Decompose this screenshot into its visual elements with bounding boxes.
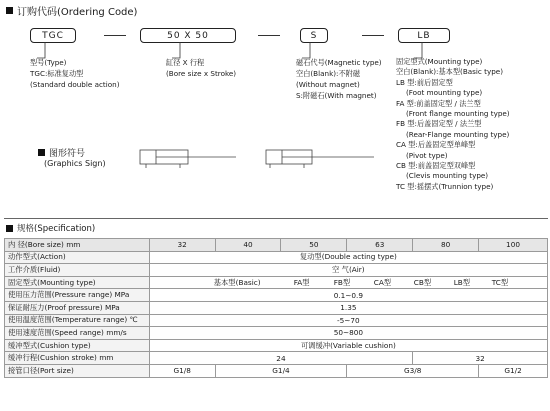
- spec-row: 动作型式(Action) 复动型(Double acting type): [5, 251, 548, 264]
- magnet-cylinder-symbol-icon: [262, 146, 382, 170]
- bore-cell: 40: [215, 239, 281, 252]
- size-description: 缸径 X 行程 (Bore size x Stroke): [166, 58, 237, 78]
- bore-row: [5, 239, 548, 252]
- square-bullet-icon: [6, 225, 13, 232]
- bore-cell: 80: [413, 239, 479, 252]
- magnet-description: 磁石代号(Magnetic type) 空白(Blank):不附磁 (Without magnet) S:附磁石(With magnet): [296, 58, 382, 100]
- graphics-heading: [38, 146, 85, 159]
- spec-row: 工作介质(Fluid) 空 气(Air): [5, 264, 548, 277]
- code-box-mount: LB: [398, 28, 450, 43]
- code-box-size: 50 X 50: [140, 28, 236, 43]
- spec-row: 固定型式(Mounting type) 基本型(Basic) FA型 FB型 CA型 CB型 LB型 TC型: [5, 276, 548, 289]
- mount-types-cell: 基本型(Basic) FA型 FB型 CA型 CB型 LB型 TC型: [149, 276, 547, 289]
- spec-heading: [6, 222, 95, 234]
- spec-table: [4, 238, 548, 378]
- graphics-subtitle: (Graphics Sign): [44, 159, 106, 168]
- bore-cell: 32: [149, 239, 215, 252]
- bore-cell: 100: [479, 239, 548, 252]
- ordering-code-title: 订购代码(Ordering Code): [17, 7, 138, 18]
- cushion-stroke-row: 缓冲行程(Cushion stroke) mm 24 32: [5, 352, 548, 365]
- graphics-title: 图形符号: [49, 149, 86, 159]
- spec-row: 使用温度范围(Temperature range) ℃ -5~70: [5, 314, 548, 327]
- bore-label: 内 径(Bore size) mm: [5, 239, 150, 252]
- spec-title: 规格(Specification): [17, 224, 96, 234]
- type-description: 型号(Type) TGC:标准复动型 (Standard double action): [30, 58, 120, 89]
- spec-row: 使用压力范围(Pressure range) MPa 0.1~0.9: [5, 289, 548, 302]
- square-bullet-icon: [38, 149, 45, 156]
- bore-cell: 50: [281, 239, 347, 252]
- spec-row: 缓冲型式(Cushion type) 可调缓冲(Variable cushion): [5, 339, 548, 352]
- mount-description: 固定型式(Mounting type) 空白(Blank):基本型(Basic type) LB 型:前后固定型 (Foot mounting type) FA 型:前盖固定型 / 法兰型 (Front flange mounting type) FB 型:后盖固定型 / 法兰型 (Rear-Flange mounting type) CA 型:后盖固定型单峰型 (Pivot type) CB 型:前盖固定型双峰型 (Clevis mounting type) TC 型:摇摆式(Trunnion type): [396, 57, 510, 191]
- code-box-type: TGC: [30, 28, 76, 43]
- spec-row: 保证耐压力(Proof pressure) MPa 1.35: [5, 301, 548, 314]
- cylinder-symbol-icon: [136, 146, 246, 170]
- bore-cell: 63: [347, 239, 413, 252]
- spec-divider: [4, 218, 548, 219]
- spec-row: 使用速度范围(Speed range) mm/s 50~800: [5, 327, 548, 340]
- code-box-magnet: S: [300, 28, 328, 43]
- port-size-row: 接管口径(Port size) G1/8 G1/4 G3/8 G1/2: [5, 364, 548, 377]
